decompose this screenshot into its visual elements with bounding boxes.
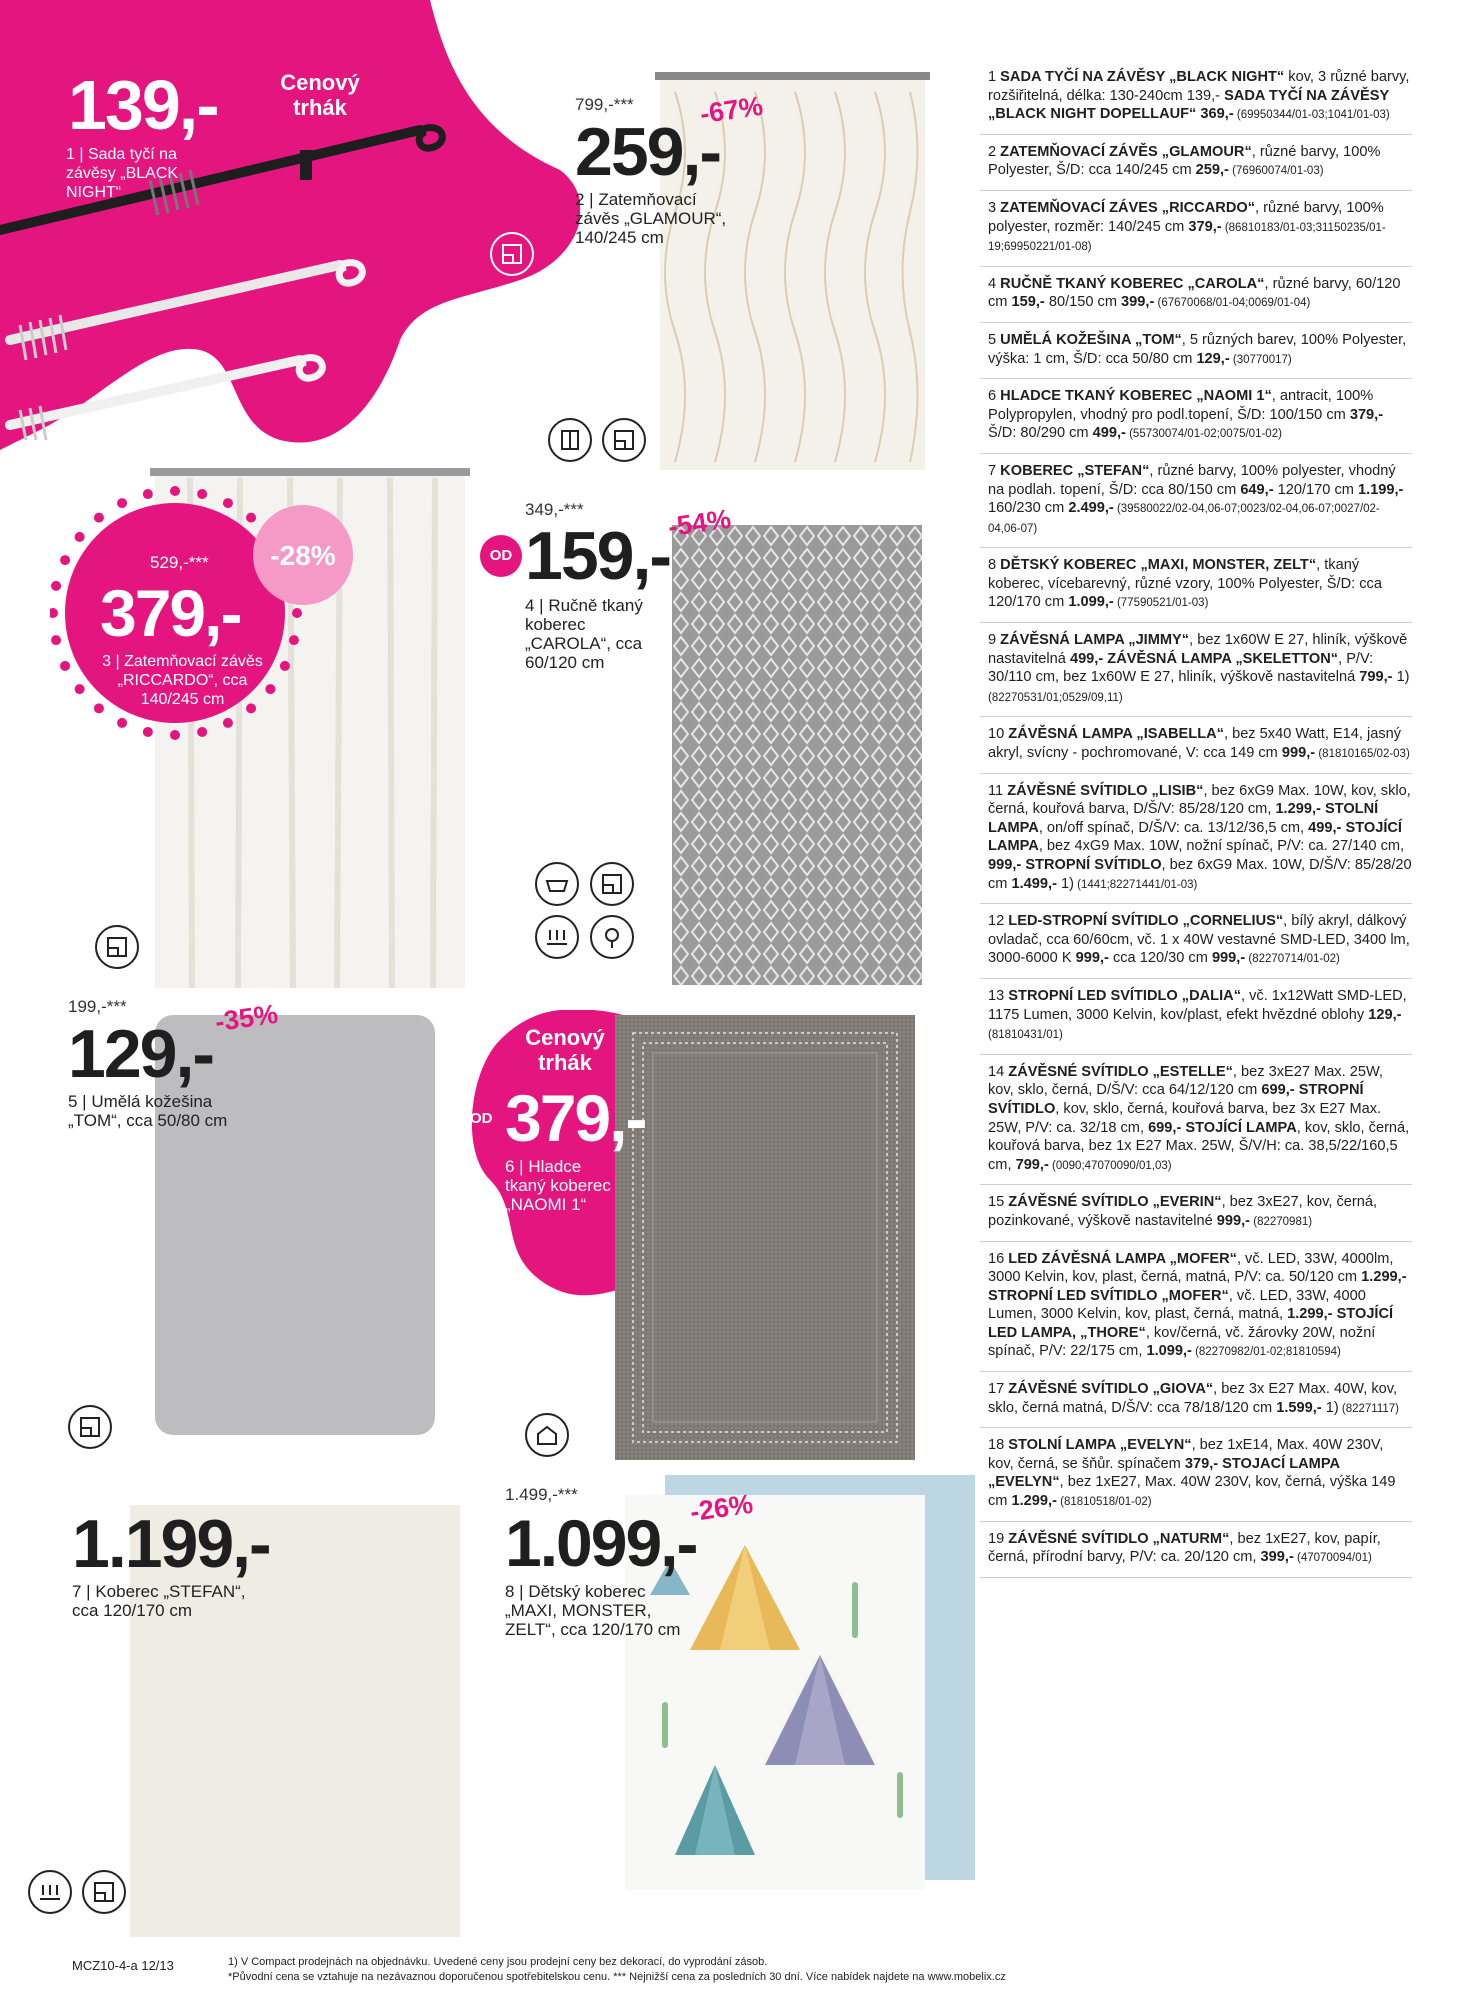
description-text: RUČNĚ TKANÝ KOBEREC „CAROLA“	[1000, 275, 1265, 292]
item8-discount: -26%	[688, 1488, 755, 1528]
item8-old-price: 1.499,-***	[505, 1485, 578, 1504]
description-text: 499,-	[1092, 425, 1126, 442]
description-text: ZATEMŇOVACÍ ZÁVES „RICCARDO“	[1000, 199, 1256, 216]
product-description-18	[980, 1436, 1412, 1521]
description-text: UMĚLÁ KOŽEŠINA „TOM“	[1000, 331, 1182, 348]
product-code: (82271117)	[1338, 1402, 1400, 1415]
assembly-icon	[548, 418, 592, 462]
item8-caption: 8 | Dětský koberec „MAXI, MONSTER, ZELT“, cca 120/170 cm	[505, 1582, 681, 1639]
description-text: 1)	[1392, 669, 1410, 686]
item3-price: 379,-	[100, 576, 241, 650]
description-text: 1.299,-	[1361, 1269, 1407, 1286]
description-text: , bez 5x40 Watt, E14, jasný akryl, svícny - pochromované, V: cca 149 cm	[988, 726, 1402, 762]
description-text: 799,-	[1359, 669, 1393, 686]
item1-price: 139,-	[68, 66, 218, 144]
description-text: , bez 1xE27, kov, papír, černá, přírodní barvy, P/V: ca. 20/120 cm,	[988, 1530, 1381, 1566]
room-planner-icon	[590, 862, 634, 906]
description-text: 999,-	[1211, 950, 1246, 967]
description-text: , bez 3xE27, kov, černá, pozinkované, výškově nastavitelné	[988, 1194, 1378, 1229]
item5-old-price: 199,-***	[68, 997, 127, 1016]
product-code: (81810165/02-03)	[1315, 748, 1410, 761]
product-description-19	[980, 1530, 1412, 1578]
description-text: ZÁVĚSNÁ LAMPA „SKELETTON“	[1107, 650, 1339, 667]
item2-caption: 2 | Zatemňovací závěs „GLAMOUR“, 140/245 cm	[575, 190, 727, 247]
description-text: 999,-	[1216, 1212, 1251, 1229]
description-text: , kov, sklo, černá, kouřová barva, bez 1x E27 Max. 25W, Š/V/H: ca. 38,5/22/160,5 cm,	[988, 1119, 1410, 1173]
item3-caption: 3 | Zatemňovací závěs „RICCARDO“, cca 140/245 cm	[102, 653, 263, 708]
description-text: 16	[988, 1250, 1009, 1267]
product-code: (1441;82271441/01-03)	[1073, 878, 1198, 891]
product-description-6	[980, 387, 1412, 454]
description-text: ZÁVĚSNÉ SVÍTIDLO „ESTELLE“	[1008, 1063, 1233, 1080]
description-text: STOJÍCÍ LAMPA	[988, 819, 1402, 855]
underfloor-heating-icon	[28, 1870, 72, 1914]
description-text: 160/230 cm	[988, 500, 1069, 517]
description-text: 699,-	[1148, 1119, 1182, 1136]
description-text: 18	[988, 1437, 1009, 1454]
product-description-2	[980, 143, 1412, 191]
room-planner-icon	[602, 418, 646, 462]
description-text: , bez 4xG9 Max. 10W, nožní spínač, P/V: ca. 27/140 cm,	[1038, 838, 1405, 855]
product-description-10	[980, 725, 1412, 773]
description-text: 499,-	[1069, 650, 1104, 667]
description-text: LED-STROPNÍ SVÍTIDLO „CORNELIUS“	[1008, 913, 1284, 930]
description-text: 999,-	[1075, 950, 1109, 967]
description-text: ZÁVĚSNÁ LAMPA „ISABELLA“	[1008, 726, 1224, 743]
product-description-8	[980, 556, 1412, 623]
product-code: (81810431/01)	[988, 1029, 1063, 1042]
item2-old-price: 799,-***	[575, 95, 634, 114]
product-description-7	[980, 462, 1412, 548]
room-planner-icon	[68, 1405, 112, 1449]
item4-discount: -54%	[666, 503, 733, 543]
product-code: (69950344/01-03;1041/01-03)	[1233, 109, 1390, 122]
room-planner-icon	[95, 925, 139, 969]
description-text: STOJÍCÍ LED LAMPA, „THORE“	[988, 1306, 1394, 1341]
description-text: , bez 1x60W E 27, hliník, výškově nastavitelná	[988, 632, 1408, 667]
description-text: 369,-	[1196, 106, 1234, 123]
item5-discount: -35%	[213, 998, 280, 1038]
item4-old-price: 349,-***	[525, 500, 584, 519]
item5-caption: 5 | Umělá kožešina „TOM“, cca 50/80 cm	[68, 1092, 228, 1130]
description-text: , různé barvy, 100% polyester, rozměr: 140/245 cm	[988, 199, 1384, 235]
description-text: ZATEMŇOVACÍ ZÁVĚS „GLAMOUR“	[1000, 143, 1252, 160]
description-text: DĚTSKÝ KOBEREC „MAXI, MONSTER, ZELT“	[1000, 557, 1317, 574]
description-text: , tkaný koberec, vícebarevný, různé vzory, 100% Polyester, Š/D: cca 120/170 cm	[988, 557, 1382, 611]
product-code: (47070094/01)	[1293, 1552, 1372, 1565]
description-text: 80/150 cm	[1044, 294, 1122, 311]
product-code: (82270981)	[1250, 1215, 1313, 1228]
item2-price: 259,-	[575, 114, 720, 190]
description-text: 1.099,-	[1146, 1343, 1192, 1360]
description-text: 15	[988, 1194, 1009, 1211]
description-text: , bez 6xG9 Max. 10W, D/Š/V: 85/28/20 cm	[988, 857, 1412, 892]
description-text: 9	[988, 632, 1001, 649]
description-text: 5	[988, 331, 1001, 348]
description-text: STOJACÍ LAMPA „EVELYN“	[988, 1455, 1340, 1491]
product-code: (0090;47070090/01,03)	[1048, 1159, 1172, 1172]
description-text: 19	[988, 1530, 1009, 1547]
product-description-4	[980, 275, 1412, 323]
description-text: 1	[988, 69, 1001, 85]
description-text: , bílý akryl, dálkový ovladač, cca 60/60cm, vč. 1 x 40W vestavné SMD-LED, 3400 lm, 3000-6000 K	[988, 913, 1410, 967]
description-text: 4	[988, 275, 1001, 292]
description-text: kov, 3 různé barvy, rozšiřitelná, délka: 130-240cm 139,-	[988, 69, 1410, 104]
product-description-15	[980, 1193, 1412, 1241]
product-code: (82270531/01;0529/09,11)	[988, 691, 1123, 704]
description-text: STROPNÍ LED SVÍTIDLO „DALIA“	[1008, 987, 1241, 1004]
item7-caption: 7 | Koberec „STEFAN“, cca 120/170 cm	[72, 1582, 246, 1620]
item8-price: 1.099,-	[505, 1506, 697, 1580]
description-text: KOBEREC „STEFAN“	[1000, 462, 1150, 479]
underfloor-heating-icon	[535, 915, 579, 959]
item6-caption: 6 | Hladce tkaný koberec „NAOMI 1“	[505, 1157, 611, 1214]
description-text: 10	[988, 726, 1009, 743]
description-text: 8	[988, 557, 1001, 574]
product-description-9	[980, 631, 1412, 717]
description-text: 259,-	[1195, 162, 1229, 179]
description-text: 1)	[1321, 1399, 1339, 1416]
description-text: cca 120/30 cm	[1108, 950, 1212, 967]
product-description-14	[980, 1063, 1412, 1186]
item4-price: 159,-	[525, 518, 670, 594]
product-description-5	[980, 331, 1412, 379]
product-code: (30770017)	[1229, 353, 1292, 366]
description-text: , různé barvy, 100% Polyester, Š/D: cca 140/245 cm	[988, 143, 1381, 179]
description-text: 399,-	[1121, 294, 1155, 311]
description-text: 499,-	[1308, 819, 1342, 836]
description-text: 159,-	[1011, 294, 1045, 311]
product-description-17	[980, 1380, 1412, 1428]
od-badge: OD	[470, 1110, 493, 1127]
page-code: MCZ10-4-a 12/13	[72, 1958, 174, 1973]
description-text: 3	[988, 199, 1001, 216]
description-text: , vč. LED, 33W, 4000 Lumen, 3000 Kelvin, kov, plast, černá, matná,	[988, 1287, 1366, 1323]
description-text: 999,-	[988, 857, 1022, 873]
description-text: SADA TYČÍ NA ZÁVĚSY „BLACK NIGHT“	[1000, 69, 1285, 85]
description-text: STOLNÍ LAMPA	[988, 801, 1379, 836]
product-description-12	[980, 912, 1412, 979]
description-text: , bez 3xE27 Max. 25W, kov, sklo, černá, D/Š/V: cca 64/12/120 cm	[988, 1063, 1383, 1099]
description-text: 999,-	[1281, 745, 1316, 762]
description-text: 379,-	[1349, 406, 1384, 423]
description-text: STROPNÍ LED SVÍTIDLO „MOFER“	[988, 1287, 1229, 1304]
product-code: (76960074/01-03)	[1228, 165, 1324, 178]
product-description-1	[980, 68, 1412, 135]
description-text: , kov, sklo, černá, kouřová barva, bez 3x E27 Max. 25W, P/V: ca. 32/18 cm,	[988, 1100, 1382, 1136]
description-text: 1.299,-	[1287, 1306, 1333, 1323]
description-text: ZÁVĚSNÉ SVÍTIDLO „GIOVA“	[1008, 1381, 1214, 1398]
description-text: ZÁVĚSNÉ SVÍTIDLO „LISIB“	[1007, 782, 1204, 799]
description-text: , P/V: 30/110 cm, bez 1x60W E 27, hliník, výškově nastavitelná	[988, 650, 1374, 686]
product-description-11	[980, 782, 1412, 905]
od-badge: OD	[480, 535, 522, 577]
description-text: 399,-	[1260, 1549, 1294, 1566]
naomi-rug-image	[615, 1015, 915, 1460]
description-text: 7	[988, 462, 1001, 479]
item7-price: 1.199,-	[72, 1506, 270, 1582]
description-text: 12	[988, 913, 1009, 930]
product-code: (86810183/01-03;31150235/01-19;69950221/01-08)	[988, 221, 1386, 254]
description-text: , antracit, 100% Polypropylen, vhodný pro podl.topení, Š/D: 100/150 cm	[988, 388, 1374, 423]
description-text: 14	[988, 1063, 1009, 1080]
description-text: Š/D: 80/290 cm	[988, 425, 1093, 442]
product-description-3	[980, 199, 1412, 267]
product-code: (55730074/01-02;0075/01-02)	[1125, 428, 1282, 441]
description-text: 129,-	[1196, 350, 1230, 367]
description-text: , vč. 1x12Watt SMD-LED, 1175 Lumen, 3000 Kelvin, kov/plast, efekt hvězdné oblohy	[988, 987, 1407, 1023]
cenovy-trhak-badge-2: Cenový trhák	[525, 1025, 605, 1075]
description-text: HLADCE TKANÝ KOBEREC „NAOMI 1“	[1000, 388, 1272, 405]
item6-price: 379,-	[505, 1081, 646, 1155]
room-planner-icon	[490, 232, 534, 276]
description-text: , 5 různých barev, 100% Polyester, výška: 1 cm, Š/D: cca 50/80 cm	[988, 331, 1407, 367]
description-text: 1.599,-	[1276, 1399, 1322, 1416]
description-text: 699,-	[1261, 1082, 1295, 1099]
product-code: (39580022/02-04,06-07;0023/02-04,06-07;0027/02-04,06-07)	[988, 503, 1380, 535]
item4-caption: 4 | Ručně tkaný koberec „CAROLA“, cca 60/120 cm	[525, 596, 643, 672]
product-description-list	[980, 68, 1412, 1586]
description-text: ZÁVĚSNÉ SVÍTIDLO „EVERIN“	[1008, 1194, 1222, 1211]
description-text: STOLNÍ LAMPA „EVELYN“	[1008, 1437, 1192, 1454]
description-text: , vč. LED, 33W, 4000lm, 3000 Kelvin, kov, plast, černá, matná, P/V: ca. 50/120 cm	[988, 1250, 1394, 1286]
cenovy-trhak-badge-1: Cenový trhák	[280, 70, 360, 120]
description-text: 129,-	[1368, 1006, 1402, 1023]
description-text: ZÁVĚSNÁ LAMPA „JIMMY“	[1000, 632, 1190, 649]
description-text: STROPNÍ SVÍTIDLO	[988, 1082, 1364, 1117]
description-text: 120/170 cm	[1273, 481, 1358, 498]
footer-note-1: 1) V Compact prodejnách na objednávku. Uvedené ceny jsou prodejní ceny bez dekorací, do vyprodání zásob.	[228, 1956, 768, 1968]
description-text: 2	[988, 143, 1001, 160]
description-text: STROPNÍ SVÍTIDLO	[1025, 857, 1162, 873]
description-text: , různé barvy, 60/120 cm	[988, 275, 1401, 311]
description-text: , on/off spínač, D/Š/V: ca. 13/12/36,5 cm,	[1038, 819, 1309, 836]
description-text: , bez 1xE27, Max. 40W 230V, kov, černá, výška 149 cm	[988, 1474, 1396, 1510]
description-text: 1.099,-	[1068, 594, 1114, 611]
description-text: 17	[988, 1381, 1009, 1398]
outdoor-use-icon	[525, 1413, 569, 1457]
product-code: (82270714/01-02)	[1245, 953, 1340, 966]
description-text: , různé barvy, 100% polyester, vhodný na podlah. topení, Š/D: cca 80/150 cm	[988, 462, 1396, 498]
product-code: (67670068/01-04;0069/01-04)	[1154, 297, 1311, 310]
product-code: (81810518/01-02)	[1056, 1496, 1152, 1509]
description-text: 13	[988, 987, 1009, 1004]
description-text: 6	[988, 388, 1001, 405]
cotton-icon	[590, 915, 634, 959]
description-text: 1.299,-	[1275, 801, 1321, 818]
footer-note-2: *Původní cena se vztahuje na nezávaznou doporučenou spotřebitelskou cenu. *** Nejnižší cena za posledních 30 dní. Více nabídek najdete na www.mobelix.cz	[228, 1971, 1006, 1983]
description-text: 379,-	[1188, 218, 1222, 235]
description-text: 1)	[1056, 875, 1074, 892]
description-text: ZÁVĚSNÉ SVÍTIDLO „NATURM“	[1008, 1530, 1230, 1547]
washing-icon	[535, 862, 579, 906]
description-text: , kov/černá, vč. žárovky 20W, nožní spínač, P/V: 22/175 cm,	[988, 1324, 1376, 1360]
item2-discount: -67%	[698, 90, 765, 130]
description-text: 1.299,-	[1011, 1493, 1057, 1510]
product-description-13	[980, 987, 1412, 1055]
product-code: (77590521/01-03)	[1113, 597, 1209, 610]
description-text: , bez 3x E27 Max. 40W, kov, sklo, černá matná, D/Š/V: cca 78/18/120 cm	[988, 1381, 1398, 1416]
description-text: , bez 1xE14, Max. 40W 230V, kov, černá, se šňůr. spínačem	[988, 1437, 1384, 1472]
item5-price: 129,-	[68, 1016, 213, 1092]
description-text: STOJÍCÍ LAMPA	[1185, 1119, 1297, 1136]
description-text: 2.499,-	[1068, 500, 1114, 517]
product-description-16	[980, 1250, 1412, 1373]
description-text: 1.199,-	[1357, 481, 1404, 498]
description-text: , bez 6xG9 Max. 10W, kov, sklo, černá, kouřová barva, D/Š/V: 85/28/120 cm,	[988, 782, 1411, 818]
description-text: LED ZÁVĚSNÁ LAMPA „MOFER“	[1008, 1250, 1237, 1267]
item3-discount: -28%	[270, 540, 336, 571]
description-text: 799,-	[1015, 1156, 1049, 1173]
item3-old-price: 529,-***	[150, 553, 209, 572]
description-text: 1.499,-	[1011, 875, 1057, 892]
description-text: SADA TYČÍ NA ZÁVĚSY „BLACK NIGHT DOPELLAUF“	[988, 87, 1389, 123]
item1-caption: 1 | Sada tyčí na závěsy „BLACK NIGHT“	[66, 146, 179, 201]
description-text: 649,-	[1240, 481, 1274, 498]
room-planner-icon	[82, 1870, 126, 1914]
carola-rug-image	[672, 525, 922, 985]
description-text: 379,-	[1184, 1455, 1219, 1472]
product-code: (82270982/01-02;81810594)	[1191, 1346, 1341, 1359]
description-text: 11	[988, 782, 1008, 799]
